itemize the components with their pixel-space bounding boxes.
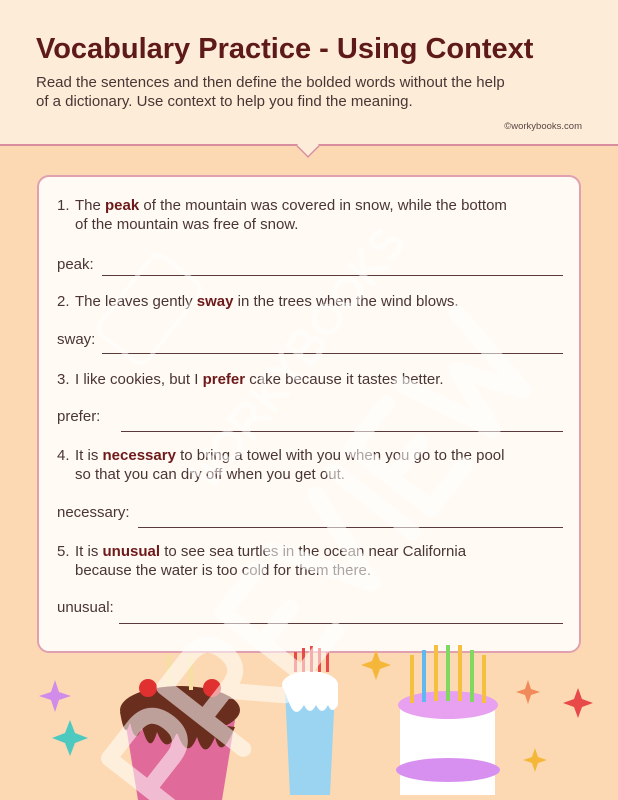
text: so that you can dry off when you get out. xyxy=(75,466,345,483)
question-card xyxy=(37,175,581,653)
bold-word: sway xyxy=(196,293,234,310)
answer-label-necessary: necessary: xyxy=(57,504,130,521)
question-2 xyxy=(57,292,572,311)
text: because the water is too cold for them there. xyxy=(75,562,371,579)
birthday-cake-icon xyxy=(396,645,500,795)
instructions: Read the sentences and then define the bolded words without the help of a dictionary. Use context to help you find the meaning. xyxy=(36,74,505,110)
bold-word: peak xyxy=(105,197,140,214)
question-number: 4. xyxy=(57,447,70,464)
answer-line-unusual[interactable] xyxy=(119,623,563,624)
text: in the trees when the wind blows. xyxy=(233,293,459,310)
text: I like cookies, but I xyxy=(75,371,203,388)
question-number: 3. xyxy=(57,371,70,388)
question-4 xyxy=(57,446,572,484)
text: to see sea turtles in the ocean near California xyxy=(160,543,467,560)
text: The xyxy=(75,197,106,214)
blue-cake-icon xyxy=(282,646,338,795)
text: cake because it tastes better. xyxy=(245,371,444,388)
bold-word: prefer xyxy=(202,371,246,388)
question-5 xyxy=(57,542,572,580)
bold-word: unusual xyxy=(102,543,161,560)
text: of the mountain was covered in snow, while the bottom xyxy=(139,197,507,214)
answer-label-peak: peak: xyxy=(57,256,94,273)
question-number: 5. xyxy=(57,543,70,560)
answer-label-unusual: unusual: xyxy=(57,599,114,616)
text: The leaves gently xyxy=(75,293,197,310)
answer-line-sway[interactable] xyxy=(102,353,563,354)
answer-label-sway: sway: xyxy=(57,331,96,348)
chocolate-cake-icon xyxy=(120,655,240,800)
answer-line-necessary[interactable] xyxy=(138,527,563,528)
cake-decorations xyxy=(0,630,618,800)
text: It is xyxy=(75,543,103,560)
question-3 xyxy=(57,370,572,389)
question-number: 1. xyxy=(57,197,70,214)
text: to bring a towel with you when you go to the pool xyxy=(175,447,505,464)
page-title: Vocabulary Practice - Using Context xyxy=(36,33,534,65)
bold-word: necessary xyxy=(102,447,176,464)
text: It is xyxy=(75,447,103,464)
copyright: ©workybooks.com xyxy=(504,121,582,132)
question-1 xyxy=(57,196,572,234)
answer-label-prefer: prefer: xyxy=(57,408,101,425)
question-number: 2. xyxy=(57,293,70,310)
text: of the mountain was free of snow. xyxy=(75,216,299,233)
answer-line-peak[interactable] xyxy=(102,275,563,276)
answer-line-prefer[interactable] xyxy=(121,431,563,432)
